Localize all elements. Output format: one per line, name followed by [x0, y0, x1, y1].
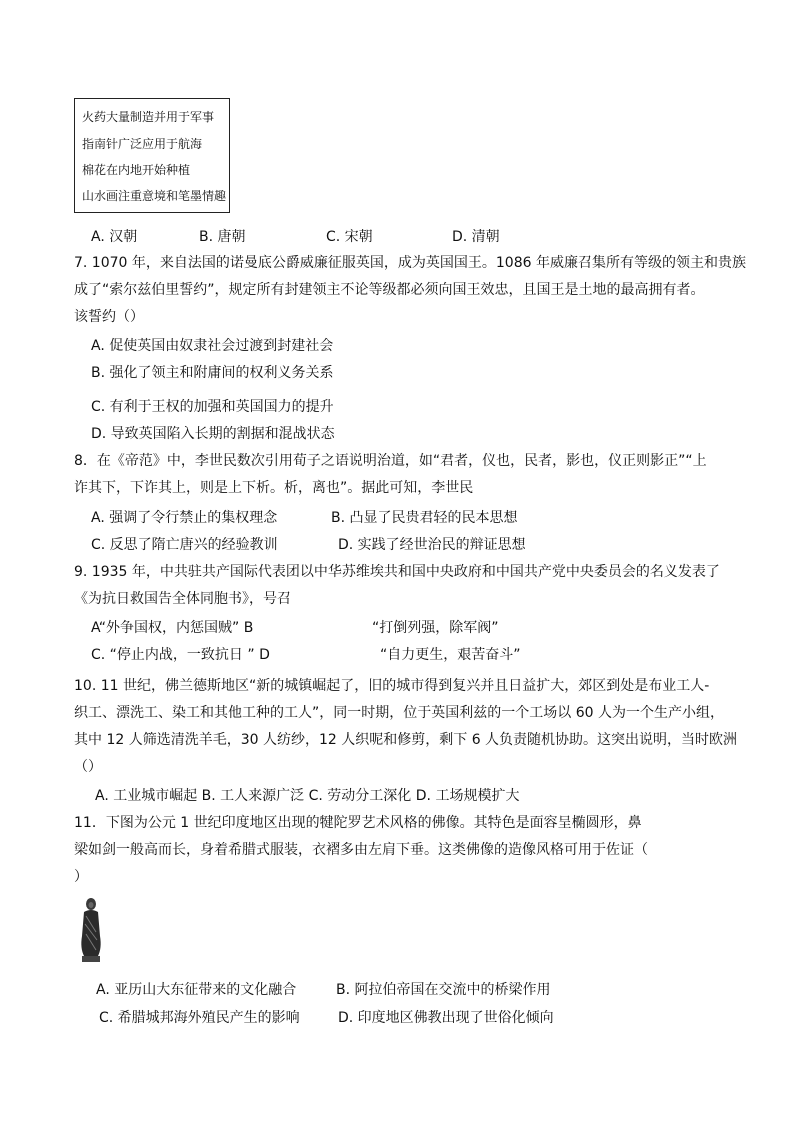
q8-option-a: A. 强调了令行禁止的集权理念	[91, 510, 278, 526]
q8-option-b: B. 凸显了民贵君轻的民本思想	[331, 510, 518, 526]
q7-stem-line: 7. 1070 年，来自法国的诺曼底公爵威廉征服英国，成为英国国王。1086 年威廉召集所有等级的领主和贵族	[74, 255, 746, 271]
q9-option-d-text: “自力更生，艰苦奋斗”	[380, 647, 521, 663]
q6-info-box	[74, 98, 230, 213]
q8-stem-line: 诈其下，下诈其上，则是上下析。析，离也”。据此可知，李世民	[74, 480, 474, 496]
q7-option-d: D. 导致英国陷入长期的割据和混战状态	[91, 426, 335, 442]
q9-stem-line: 9. 1935 年，中共驻共产国际代表团以中华苏维埃共和国中央政府和中国共产党中央委员会的名义发表了	[74, 564, 720, 580]
q7-option-a: A. 促使英国由奴隶社会过渡到封建社会	[91, 338, 334, 354]
q10-stem-line: （）	[74, 759, 102, 775]
q8-option-c: C. 反思了隋亡唐兴的经验教训	[91, 537, 278, 553]
q11-stem-line: 梁如剑一般高而长，身着希腊式服装，衣褶多由左肩下垂。这类佛像的造像风格可用于佐证（	[74, 842, 648, 858]
q9-stem-line: 《为抗日救国告全体同胞书》，号召	[74, 591, 291, 607]
q10-stem-line: 其中 12 人筛选清洗羊毛，30 人纺纱，12 人织呢和修剪，剩下 6 人负责随机协助。这突出说明，当时欧洲	[74, 732, 738, 748]
q10-stem-line: 织工、漂洗工、染工和其他工种的工人”，同一时期，位于英国利兹的一个工场以 60 人为一个生产小组，	[74, 705, 724, 721]
q8-option-d: D. 实践了经世治民的辩证思想	[338, 537, 526, 553]
q11-option-b: B. 阿拉伯帝国在交流中的桥梁作用	[336, 982, 551, 998]
q7-stem-line: 成了“索尔兹伯里誓约”，规定所有封建领主不论等级都必须向国王效忠，且国王是土地的最高拥有者。	[74, 282, 705, 298]
q6-option-a: A. 汉朝	[91, 229, 138, 245]
q6-option-c: C. 宋朝	[326, 229, 373, 245]
q6-box-item: 棉花在内地开始种植	[82, 163, 191, 177]
q8-stem-line: 8．在《帝范》中，李世民数次引用荀子之语说明治道，如“君者，仪也，民者，影也，仪正则影正”“上	[74, 453, 707, 469]
q11-option-a: A. 亚历山大东征带来的文化融合	[96, 982, 297, 998]
q11-option-d: D. 印度地区佛教出现了世俗化倾向	[338, 1010, 554, 1026]
q6-box-item: 指南针广泛应用于航海	[82, 137, 203, 151]
q9-option-cd: C. “停止内战，一致抗日 ” D	[91, 647, 270, 663]
q7-stem-line: 该誓约（）	[74, 309, 144, 325]
q6-option-d: D. 清朝	[452, 229, 500, 245]
q7-option-c: C. 有利于王权的加强和英国国力的提升	[91, 399, 334, 415]
gandhara-buddha-statue-image	[76, 896, 106, 964]
q6-option-b: B. 唐朝	[199, 229, 246, 245]
q6-box-item: 山水画注重意境和笔墨情趣	[82, 189, 227, 203]
q11-stem-line: 11．下图为公元 1 世纪印度地区出现的犍陀罗艺术风格的佛像。其特色是面容呈椭圆形，鼻	[74, 815, 642, 831]
q6-box-item: 火药大量制造并用于军事	[82, 110, 215, 124]
q10-options: A. 工业城市崛起 B. 工人来源广泛 C. 劳动分工深化 D. 工场规模扩大	[95, 788, 520, 804]
q9-option-ab: A“外争国权，内惩国贼” B	[91, 620, 254, 636]
q7-option-b: B. 强化了领主和附庸间的权利义务关系	[91, 365, 334, 381]
q9-option-b-text: “打倒列强，除军阀”	[372, 620, 499, 636]
q11-stem-line: ）	[74, 869, 88, 885]
q11-option-c: C. 希腊城邦海外殖民产生的影响	[99, 1010, 300, 1026]
q10-stem-line: 10. 11 世纪，佛兰德斯地区“新的城镇崛起了，旧的城市得到复兴并且日益扩大，郊区到处是布业工人-	[74, 678, 710, 694]
